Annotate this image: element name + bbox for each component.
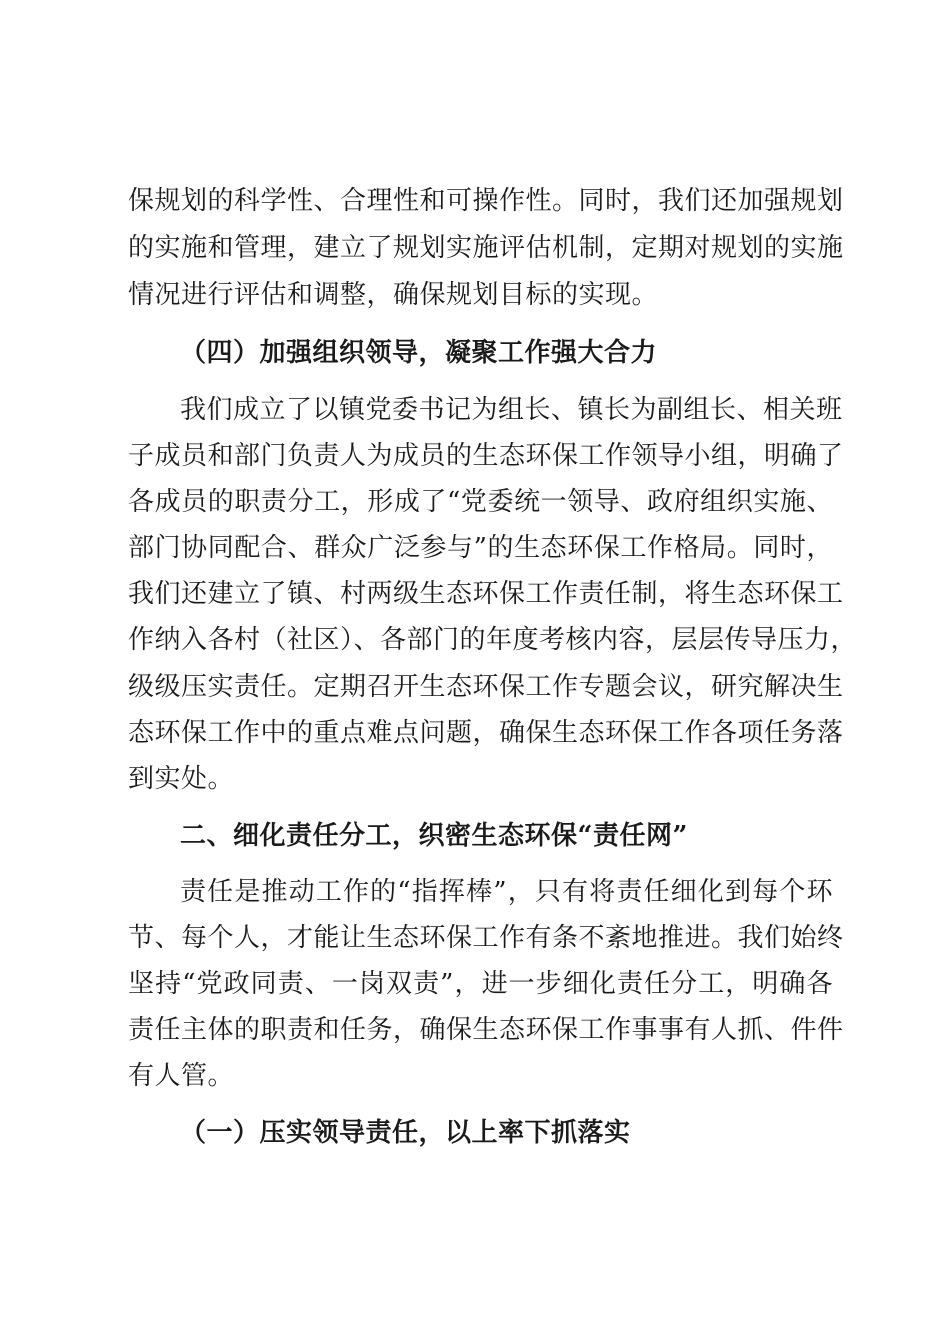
paragraph-line: 态环保工作中的重点难点问题，确保生态环保工作各项任务落 bbox=[128, 718, 844, 748]
paragraph-line: 子成员和部门负责人为成员的生态环保工作领导小组，明确了 bbox=[128, 441, 844, 471]
subsection-heading-4: （四）加强组织领导，凝聚工作强大合力 bbox=[180, 338, 658, 368]
paragraph-line: 责任主体的职责和任务，确保生态环保工作事事有人抓、件件 bbox=[128, 1015, 844, 1045]
paragraph-line: 节、每个人，才能让生态环保工作有条不紊地推进。我们始终 bbox=[128, 923, 844, 953]
paragraph-line: 我们还建立了镇、村两级生态环保工作责任制，将生态环保工 bbox=[128, 579, 844, 609]
paragraph-line: 的实施和管理，建立了规划实施评估机制，定期对规划的实施 bbox=[128, 233, 844, 263]
subsection-heading-1: （一）压实领导责任，以上率下抓落实 bbox=[180, 1118, 631, 1148]
paragraph-line: 坚持“党政同责、一岗双责”，进一步细化责任分工，明确各 bbox=[128, 969, 833, 999]
paragraph-line: 部门协同配合、群众广泛参与”的生态环保工作格局。同时， bbox=[128, 533, 833, 563]
paragraph-line: 我们成立了以镇党委书记为组长、镇长为副组长、相关班 bbox=[180, 395, 843, 425]
paragraph-line: 情况进行评估和调整，确保规划目标的实现。 bbox=[128, 280, 659, 310]
paragraph-line: 级级压实责任。定期召开生态环保工作专题会议，研究解决生 bbox=[128, 672, 844, 702]
paragraph-line: 各成员的职责分工，形成了“党委统一领导、政府组织实施、 bbox=[128, 487, 833, 517]
paragraph-line: 责任是推动工作的“指挥棒”，只有将责任细化到每个环 bbox=[180, 877, 833, 907]
paragraph-line: 有人管。 bbox=[128, 1061, 235, 1091]
paragraph-line: 到实处。 bbox=[128, 764, 235, 794]
section-heading-2: 二、细化责任分工，织密生态环保“责任网” bbox=[180, 821, 688, 851]
paragraph-line: 作纳入各村（社区）、各部门的年度考核内容，层层传导压力， bbox=[128, 625, 858, 655]
paragraph-line: 保规划的科学性、合理性和可操作性。同时，我们还加强规划 bbox=[128, 186, 844, 216]
